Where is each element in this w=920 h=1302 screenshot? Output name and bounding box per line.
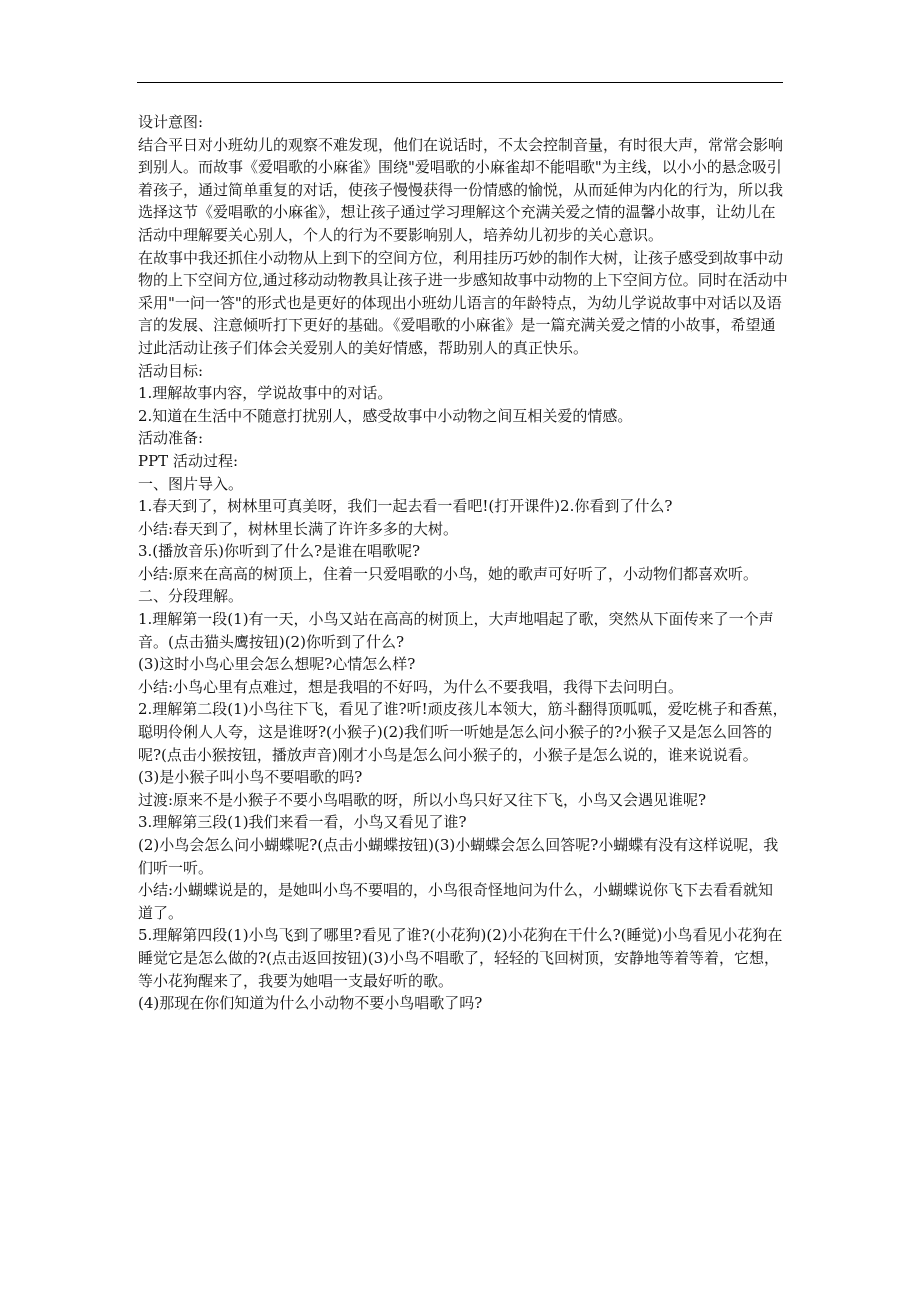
document-body (138, 111, 788, 1015)
paragraph: 结合平日对小班幼儿的观察不难发现，他们在说话时，不太会控制音量，有时很大声，常常会影响到别人。而故事《爱唱歌的小麻雀》围绕"爱唱歌的小麻雀却不能唱歌"为主线，以小小的悬念吸引着孩子，通过简单重复的对话，使孩子慢慢获得一份情感的愉悦，从而延伸为内化的行为，所以我选择这节《爱唱歌的小麻雀》，想让孩子通过学习理解这个充满关爱之情的温馨小故事，让幼儿在活动中理解要关心别人，个人的行为不要影响别人，培养幼儿初步的关心意识。 (138, 135, 784, 244)
paragraph: 3.理解第三段(1)我们来看一看，小鸟又看见了谁? (138, 813, 467, 832)
paragraph: 在故事中我还抓住小动物从上到下的空间方位，利用挂历巧妙的制作大树，让孩子感受到故事中动物的上下空间方位,通过移动动物教具让孩子进一步感知故事中动物的上下空间方位。同时在活动中采用"一问一答"的形式也是更好的体现出小班幼儿语言的年龄特点，为幼儿学说故事中对话以及语言的发展、注意倾听打下更好的基础。《爱唱歌的小麻雀》是一篇充满关爱之情的小故事，希望通过此活动让孩子们体会关爱别人的美好情感，帮助别人的真正快乐。 (138, 248, 788, 357)
summary-line: 小结:小鸟心里有点难过，想是我唱的不好吗，为什么不要我唱，我得下去问明白。 (138, 677, 684, 696)
subsection-heading: 二、分段理解。 (138, 587, 244, 606)
paragraph: 1.春天到了，树林里可真美呀，我们一起去看一看吧!(打开课件)2.你看到了什么? (138, 497, 673, 516)
summary-line: 小结:原来在高高的树顶上，住着一只爱唱歌的小鸟，她的歌声可好听了，小动物们都喜欢听。 (138, 564, 759, 583)
goal-item: 2.知道在生活中不随意打扰别人，感受故事中小动物之间互相关爱的情感。 (138, 406, 633, 425)
transition-line: 过渡:原来不是小猴子不要小鸟唱歌的呀，所以小鸟只好又往下飞，小鸟又会遇见谁呢? (138, 790, 707, 809)
paragraph: (3)这时小鸟心里会怎么想呢?心情怎么样? (138, 655, 416, 674)
section-heading-goals: 活动目标: (138, 361, 204, 380)
paragraph: 1.理解第一段(1)有一天，小鸟又站在高高的树顶上，大声地唱起了歌，突然从下面传来了一个声音。(点击猫头鹰按钮)(2)你听到了什么? (138, 610, 774, 651)
header-rule (137, 82, 783, 83)
paragraph: (3)是小猴子叫小鸟不要唱歌的吗? (138, 768, 363, 787)
goal-item: 1.理解故事内容，学说故事中的对话。 (138, 384, 393, 403)
paragraph: (4)那现在你们知道为什么小动物不要小鸟唱歌了吗? (138, 994, 483, 1013)
section-heading-preparation: 活动准备: (138, 429, 204, 448)
paragraph: 5.理解第四段(1)小鸟飞到了哪里?看见了谁?(小花狗)(2)小花狗在干什么?(睡觉)小鸟看见小花狗在睡觉它是怎么做的?(点击返回按钮)(3)小鸟不唱歌了，轻轻的飞回树顶，安静地等着等着，它想，等小花狗醒来了，我要为她唱一支最好听的歌。 (138, 926, 783, 990)
subsection-heading: 一、图片导入。 (138, 474, 244, 493)
paragraph: 2.理解第二段(1)小鸟往下飞，看见了谁?听!顽皮孩儿本领大，筋斗翻得顶呱呱，爱吃桃子和香蕉，聪明伶俐人人夸，这是谁呀?(小猴子)(2)我们听一听她是怎么问小猴子的?小猴子又是怎么回答的呢?(点击小猴按钮，播放声音)刚才小鸟是怎么问小猴子的，小猴子是怎么说的，谁来说说看。 (138, 700, 788, 764)
summary-line: 小结:春天到了，树林里长满了许许多多的大树。 (138, 519, 459, 538)
paragraph: 3.(播放音乐)你听到了什么?是谁在唱歌呢? (138, 542, 421, 561)
section-heading-process: PPT 活动过程: (138, 451, 239, 470)
section-heading-design-intent: 设计意图: (138, 113, 204, 131)
summary-line: 小结:小蝴蝶说是的，是她叫小鸟不要唱的，小鸟很奇怪地问为什么，小蝴蝶说你飞下去看看就知道了。 (138, 881, 774, 922)
paragraph: (2)小鸟会怎么问小蝴蝶呢?(点击小蝴蝶按钮)(3)小蝴蝶会怎么回答呢?小蝴蝶有没有这样说呢，我们听一听。 (138, 836, 779, 877)
